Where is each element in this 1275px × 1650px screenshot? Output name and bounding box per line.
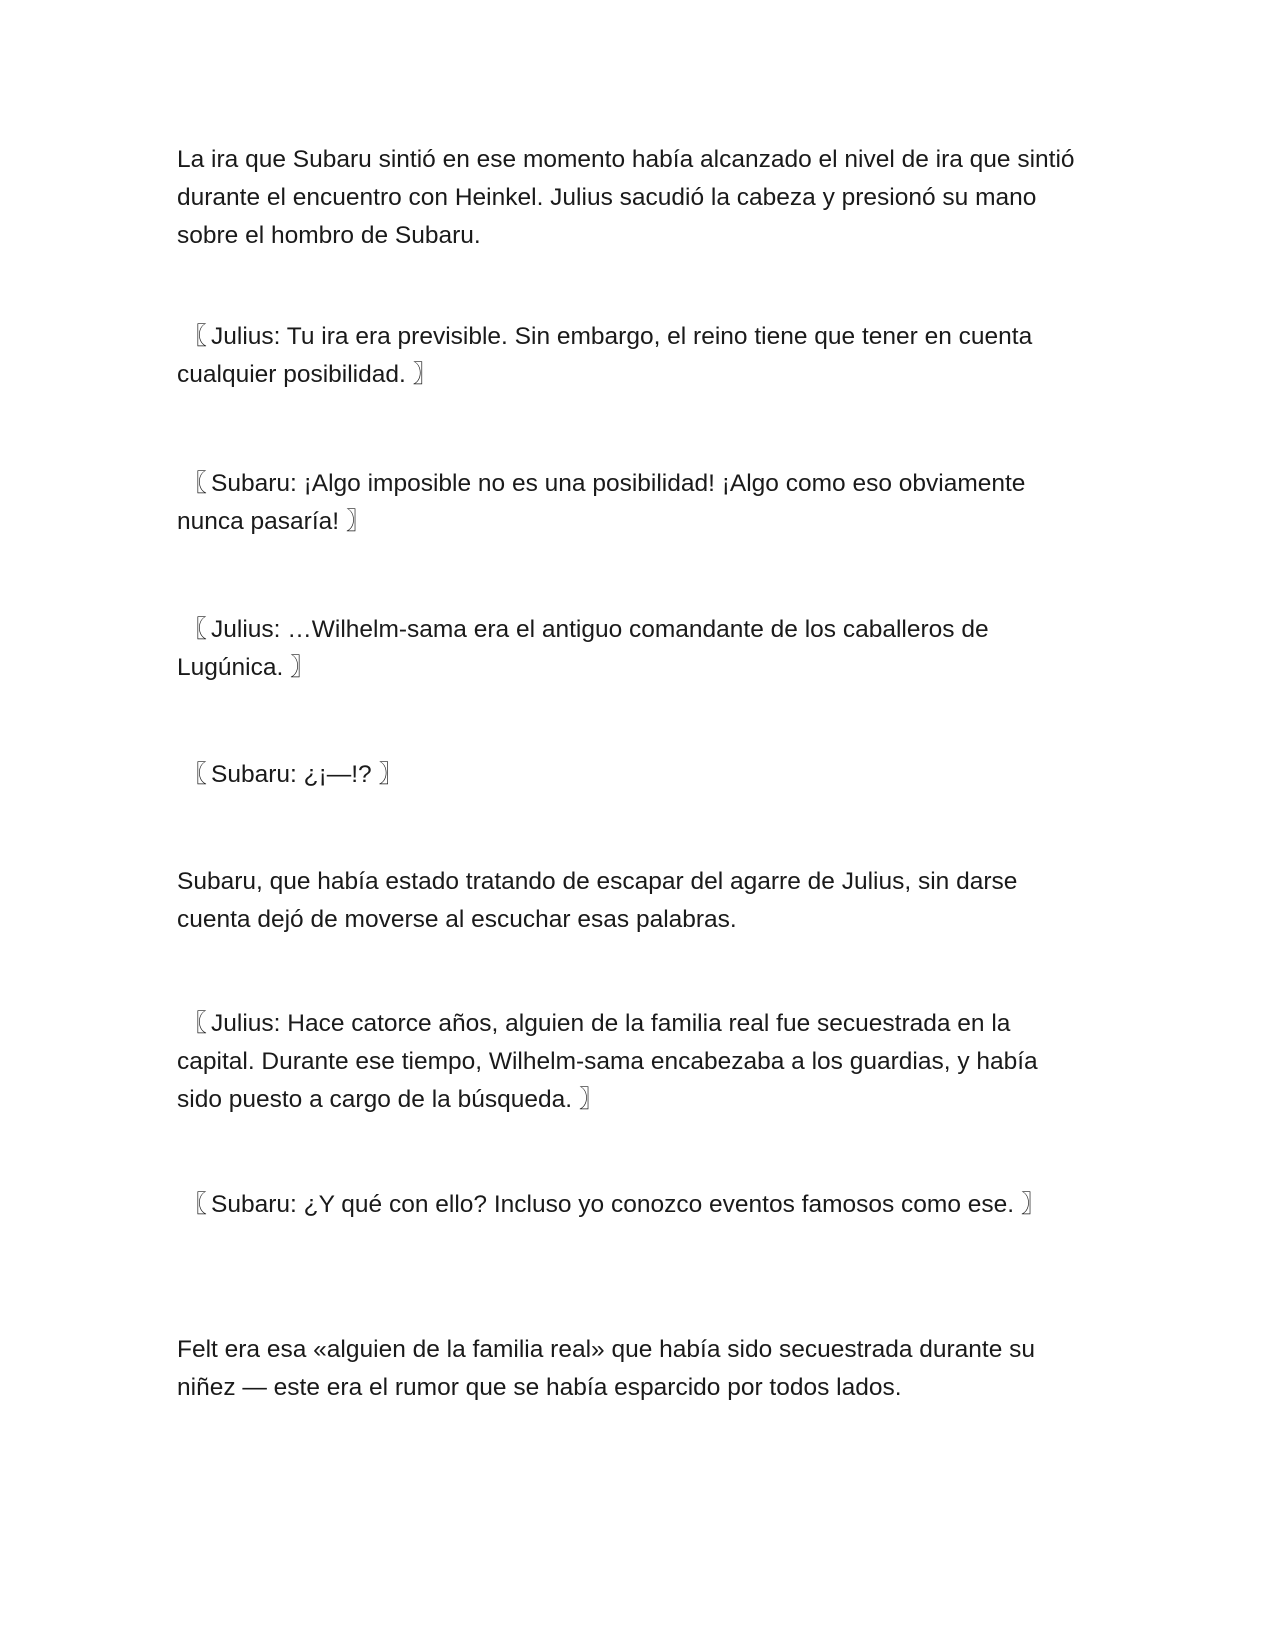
dialogue-open-bracket: 〖 [182, 616, 207, 643]
paragraph-narration-2: Subaru, que había estado tratando de escapar del agarre de Julius, sin darse cuenta dejó de moverse al escuchar esas palabras. [177, 868, 1018, 933]
dialogue-text: Julius: Hace catorce años, alguien de la familia real fue secuestrada en la capital. Durante ese tiempo, Wilhelm-sama encabezaba a los guardias, y había sido puesto a cargo de la búsqueda. 〗 [177, 1010, 1038, 1113]
paragraph-narration-3: Felt era esa «alguien de la familia real» que había sido secuestrada durante su niñez — este era el rumor que se había esparcido por todos lados. [177, 1336, 1036, 1401]
dialogue-open-bracket: 〖 [182, 1010, 207, 1037]
paragraph-dialogue-subaru-3 [177, 1186, 1087, 1224]
paragraph-dialogue-julius-3 [177, 1005, 1087, 1119]
dialogue-open-bracket: 〖 [182, 1191, 207, 1218]
dialogue-text: Julius: …Wilhelm-sama era el antiguo comandante de los caballeros de Lugúnica. 〗 [177, 616, 989, 681]
paragraph-dialogue-subaru-2 [177, 756, 1087, 794]
dialogue-open-bracket: 〖 [182, 323, 207, 350]
dialogue-text: Julius: Tu ira era previsible. Sin embargo, el reino tiene que tener en cuenta cualquier posibilidad. 〗 [177, 323, 1033, 388]
dialogue-text: Subaru: ¿Y qué con ello? Incluso yo conozco eventos famosos como ese. 〗 [211, 1191, 1046, 1218]
dialogue-text: Subaru: ¡Algo imposible no es una posibilidad! ¡Algo como eso obviamente nunca pasaría! 〗 [177, 470, 1026, 535]
paragraph-dialogue-julius-1 [177, 318, 1087, 394]
dialogue-open-bracket: 〖 [182, 470, 207, 497]
paragraph-narration-1: La ira que Subaru sintió en ese momento había alcanzado el nivel de ira que sintió durante el encuentro con Heinkel. Julius sacudió la cabeza y presionó su mano sobre el hombro de Subaru. [177, 146, 1075, 249]
paragraph-dialogue-subaru-1 [177, 465, 1087, 541]
paragraph-dialogue-julius-2 [177, 611, 1087, 687]
dialogue-text: Subaru: ¿¡—!? 〗 [211, 761, 403, 788]
dialogue-open-bracket: 〖 [182, 761, 207, 788]
